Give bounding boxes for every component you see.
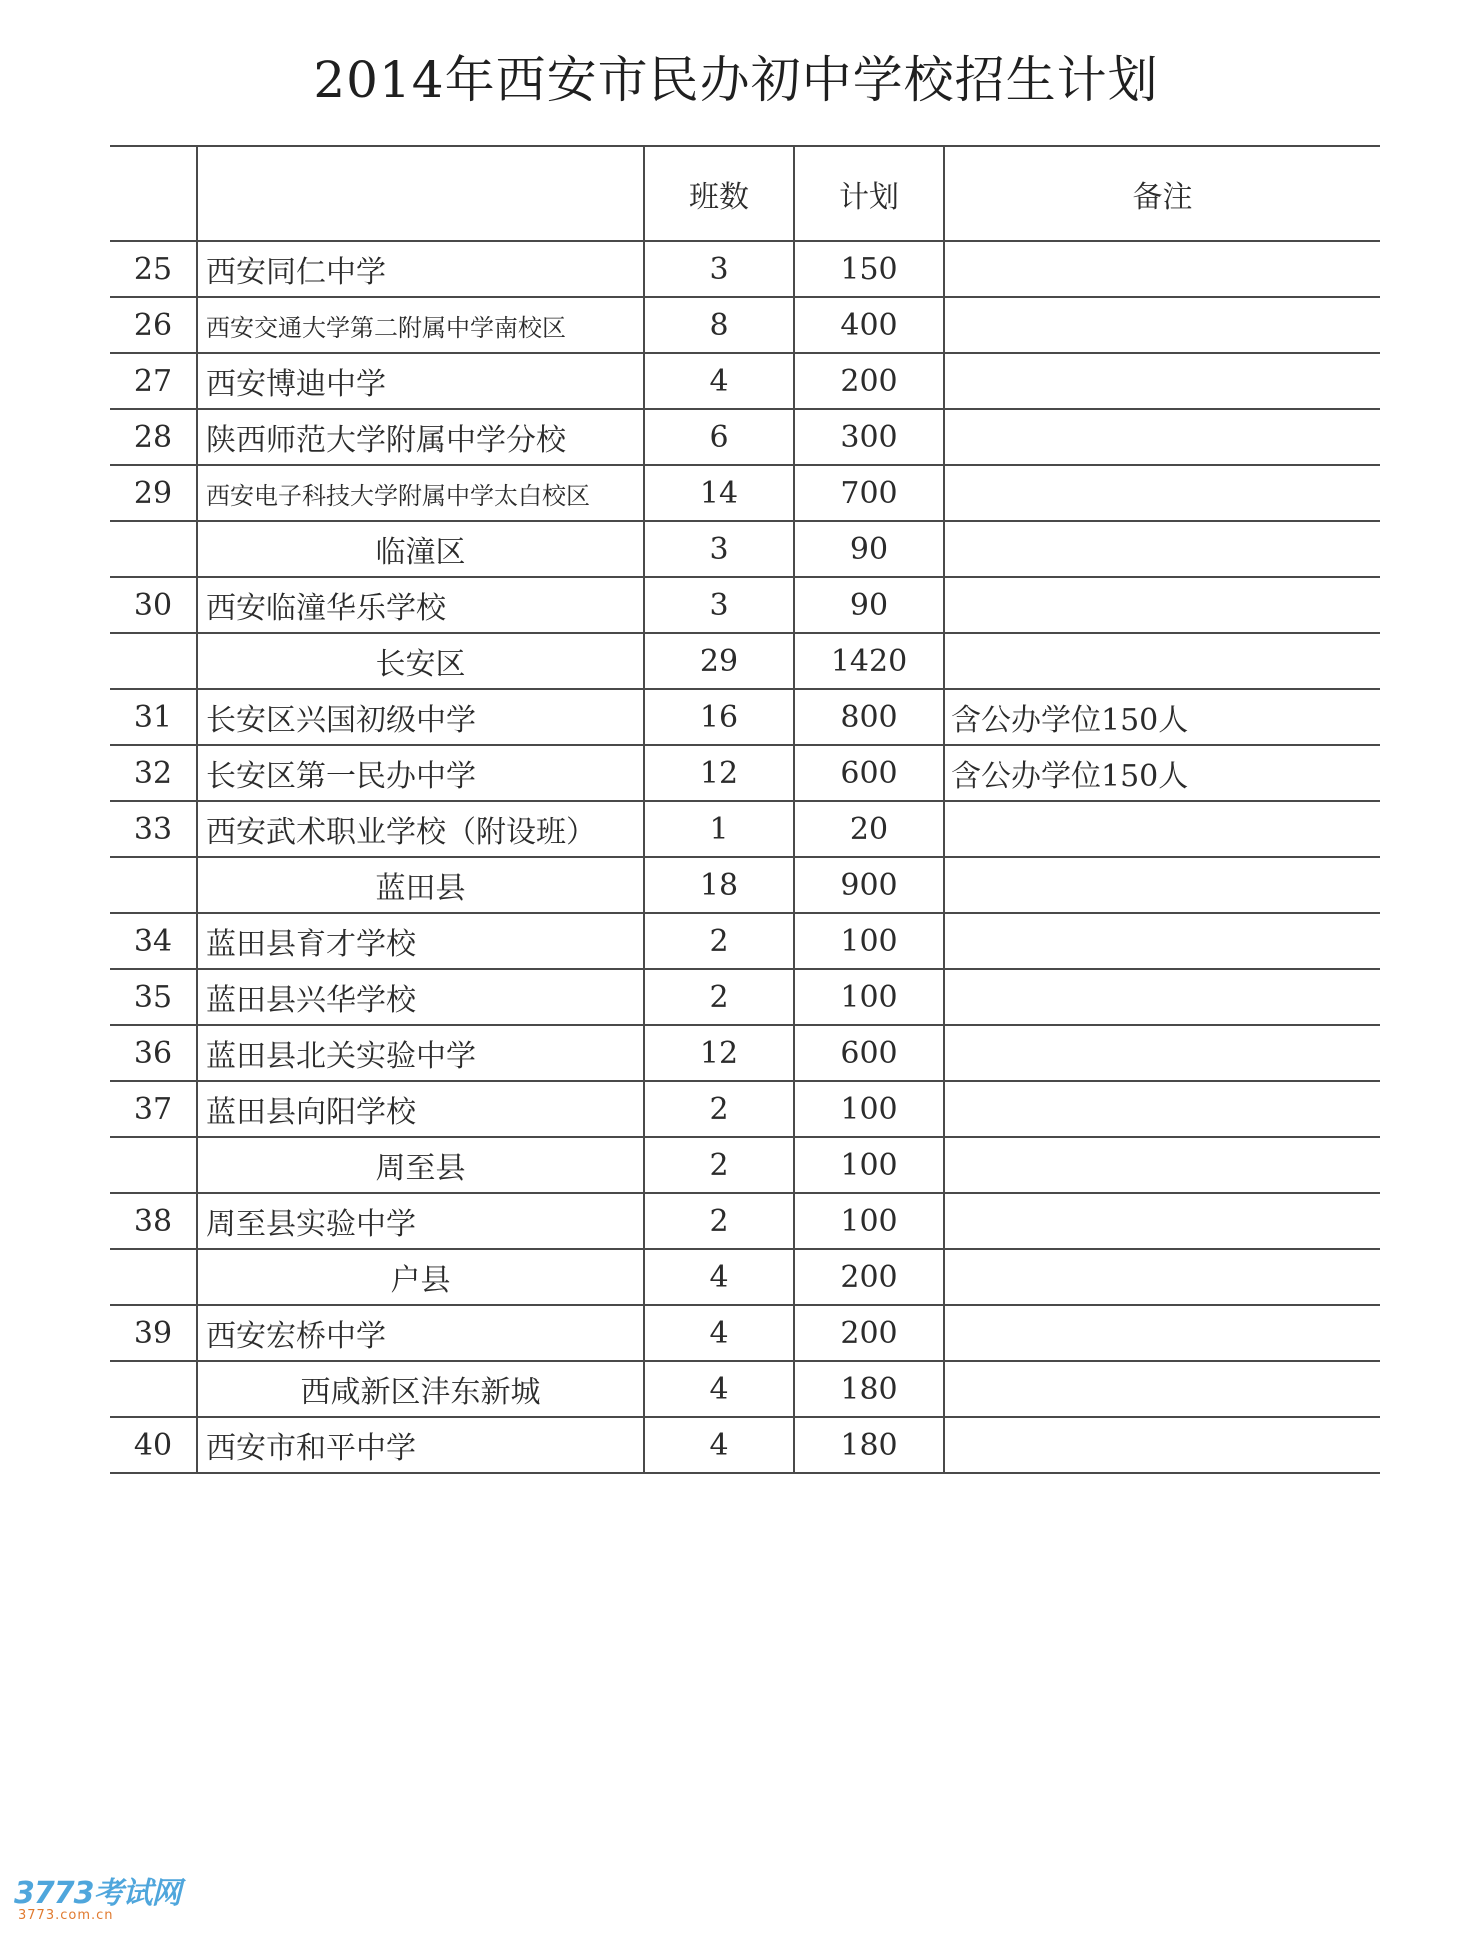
class-count: 14 — [645, 466, 795, 520]
note — [945, 914, 1380, 968]
header-no — [110, 147, 198, 240]
row-number — [110, 522, 198, 576]
table-body — [110, 242, 1380, 1474]
table-row — [110, 354, 1380, 410]
class-count: 29 — [645, 634, 795, 688]
note — [945, 1250, 1380, 1304]
table-row — [110, 466, 1380, 522]
note — [945, 858, 1380, 912]
note — [945, 1138, 1380, 1192]
table-row — [110, 1082, 1380, 1138]
school-name: 西安临潼华乐学校 — [198, 578, 645, 632]
class-count: 16 — [645, 690, 795, 744]
table-row — [110, 1250, 1380, 1306]
header-note: 备注 — [1132, 179, 1193, 215]
row-number: 31 — [110, 690, 198, 744]
header-classes: 班数 — [645, 147, 795, 240]
school-name: 西安博迪中学 — [198, 354, 645, 408]
class-count: 4 — [645, 1250, 795, 1304]
school-name: 临潼区 — [198, 522, 645, 576]
class-count: 3 — [645, 578, 795, 632]
school-name: 蓝田县北关实验中学 — [198, 1026, 645, 1080]
row-number: 34 — [110, 914, 198, 968]
school-name: 蓝田县育才学校 — [198, 914, 645, 968]
school-name: 西安同仁中学 — [198, 242, 645, 296]
table-row — [110, 1138, 1380, 1194]
row-number: 30 — [110, 578, 198, 632]
class-count: 8 — [645, 298, 795, 352]
plan-count: 180 — [795, 1418, 945, 1472]
class-count: 4 — [645, 1418, 795, 1472]
row-number: 29 — [110, 466, 198, 520]
header-plan: 计划 — [795, 147, 945, 240]
table-row — [110, 1362, 1380, 1418]
school-name: 周至县 — [198, 1138, 645, 1192]
note — [945, 1082, 1380, 1136]
row-number — [110, 1362, 198, 1416]
plan-count: 180 — [795, 1362, 945, 1416]
note — [945, 242, 1380, 296]
school-name: 蓝田县向阳学校 — [198, 1082, 645, 1136]
row-number: 25 — [110, 242, 198, 296]
row-number: 37 — [110, 1082, 198, 1136]
school-name: 西安市和平中学 — [198, 1418, 645, 1472]
table-row — [110, 802, 1380, 858]
watermark-main-text: 3773考试网 — [14, 1876, 181, 1911]
class-count: 4 — [645, 1306, 795, 1360]
note: 含公办学位150人 — [951, 759, 1189, 794]
row-number — [110, 634, 198, 688]
plan-count: 100 — [795, 914, 945, 968]
class-count: 18 — [645, 858, 795, 912]
table-row — [110, 1418, 1380, 1474]
school-name: 周至县实验中学 — [198, 1194, 645, 1248]
plan-count: 600 — [795, 1026, 945, 1080]
note — [945, 970, 1380, 1024]
table-row — [110, 746, 1380, 802]
note — [945, 298, 1380, 352]
row-number: 32 — [110, 746, 198, 800]
page-title: 2014年西安市民办初中学校招生计划 — [313, 51, 1159, 109]
class-count: 3 — [645, 522, 795, 576]
watermark-sub-text: 3773.com.cn — [18, 1908, 114, 1923]
row-number: 28 — [110, 410, 198, 464]
class-count: 4 — [645, 1362, 795, 1416]
school-name: 蓝田县 — [198, 858, 645, 912]
site-watermark-logo — [14, 1868, 194, 1923]
row-number: 35 — [110, 970, 198, 1024]
note — [945, 1418, 1380, 1472]
table-row — [110, 242, 1380, 298]
row-number — [110, 1138, 198, 1192]
school-name: 长安区 — [198, 634, 645, 688]
row-number: 33 — [110, 802, 198, 856]
plan-count: 100 — [795, 970, 945, 1024]
school-name: 西安宏桥中学 — [198, 1306, 645, 1360]
plan-count: 800 — [795, 690, 945, 744]
row-number: 36 — [110, 1026, 198, 1080]
note — [945, 410, 1380, 464]
row-number — [110, 858, 198, 912]
plan-count: 150 — [795, 242, 945, 296]
note — [945, 522, 1380, 576]
note — [945, 802, 1380, 856]
plan-count: 200 — [795, 1306, 945, 1360]
school-name: 西安武术职业学校（附设班） — [198, 802, 645, 856]
table-row — [110, 522, 1380, 578]
enrollment-table — [110, 145, 1380, 1474]
plan-count: 1420 — [795, 634, 945, 688]
note — [945, 578, 1380, 632]
table-row — [110, 914, 1380, 970]
class-count: 2 — [645, 1082, 795, 1136]
table-row — [110, 970, 1380, 1026]
plan-count: 90 — [795, 522, 945, 576]
plan-count: 200 — [795, 1250, 945, 1304]
row-number: 40 — [110, 1418, 198, 1472]
table-row — [110, 1306, 1380, 1362]
table-row — [110, 1194, 1380, 1250]
note: 含公办学位150人 — [951, 703, 1189, 738]
plan-count: 20 — [795, 802, 945, 856]
note — [945, 1362, 1380, 1416]
note — [945, 1194, 1380, 1248]
class-count: 6 — [645, 410, 795, 464]
class-count: 12 — [645, 1026, 795, 1080]
plan-count: 90 — [795, 578, 945, 632]
note — [945, 1026, 1380, 1080]
plan-count: 900 — [795, 858, 945, 912]
row-number: 39 — [110, 1306, 198, 1360]
row-number: 26 — [110, 298, 198, 352]
class-count: 4 — [645, 354, 795, 408]
table-row — [110, 578, 1380, 634]
plan-count: 600 — [795, 746, 945, 800]
class-count: 2 — [645, 1138, 795, 1192]
plan-count: 100 — [795, 1082, 945, 1136]
note — [945, 466, 1380, 520]
school-name: 蓝田县兴华学校 — [198, 970, 645, 1024]
note — [945, 1306, 1380, 1360]
row-number: 38 — [110, 1194, 198, 1248]
class-count: 2 — [645, 1194, 795, 1248]
school-name: 户县 — [198, 1250, 645, 1304]
class-count: 2 — [645, 970, 795, 1024]
table-row — [110, 298, 1380, 354]
class-count: 2 — [645, 914, 795, 968]
school-name: 西安交通大学第二附属中学南校区 — [198, 298, 645, 352]
school-name: 陕西师范大学附属中学分校 — [198, 410, 645, 464]
plan-count: 700 — [795, 466, 945, 520]
school-name: 西安电子科技大学附属中学太白校区 — [198, 466, 645, 520]
table-header-row — [110, 145, 1380, 242]
class-count: 12 — [645, 746, 795, 800]
table-row — [110, 690, 1380, 746]
note — [945, 354, 1380, 408]
table-row — [110, 858, 1380, 914]
table-row — [110, 410, 1380, 466]
plan-count: 200 — [795, 354, 945, 408]
school-name: 长安区兴国初级中学 — [198, 690, 645, 744]
class-count: 1 — [645, 802, 795, 856]
plan-count: 100 — [795, 1194, 945, 1248]
row-number: 27 — [110, 354, 198, 408]
school-name: 西咸新区沣东新城 — [198, 1362, 645, 1416]
plan-count: 100 — [795, 1138, 945, 1192]
table-row — [110, 1026, 1380, 1082]
school-name: 长安区第一民办中学 — [198, 746, 645, 800]
table-row — [110, 634, 1380, 690]
plan-count: 400 — [795, 298, 945, 352]
plan-count: 300 — [795, 410, 945, 464]
class-count: 3 — [645, 242, 795, 296]
header-name — [198, 147, 645, 240]
note — [945, 634, 1380, 688]
row-number — [110, 1250, 198, 1304]
